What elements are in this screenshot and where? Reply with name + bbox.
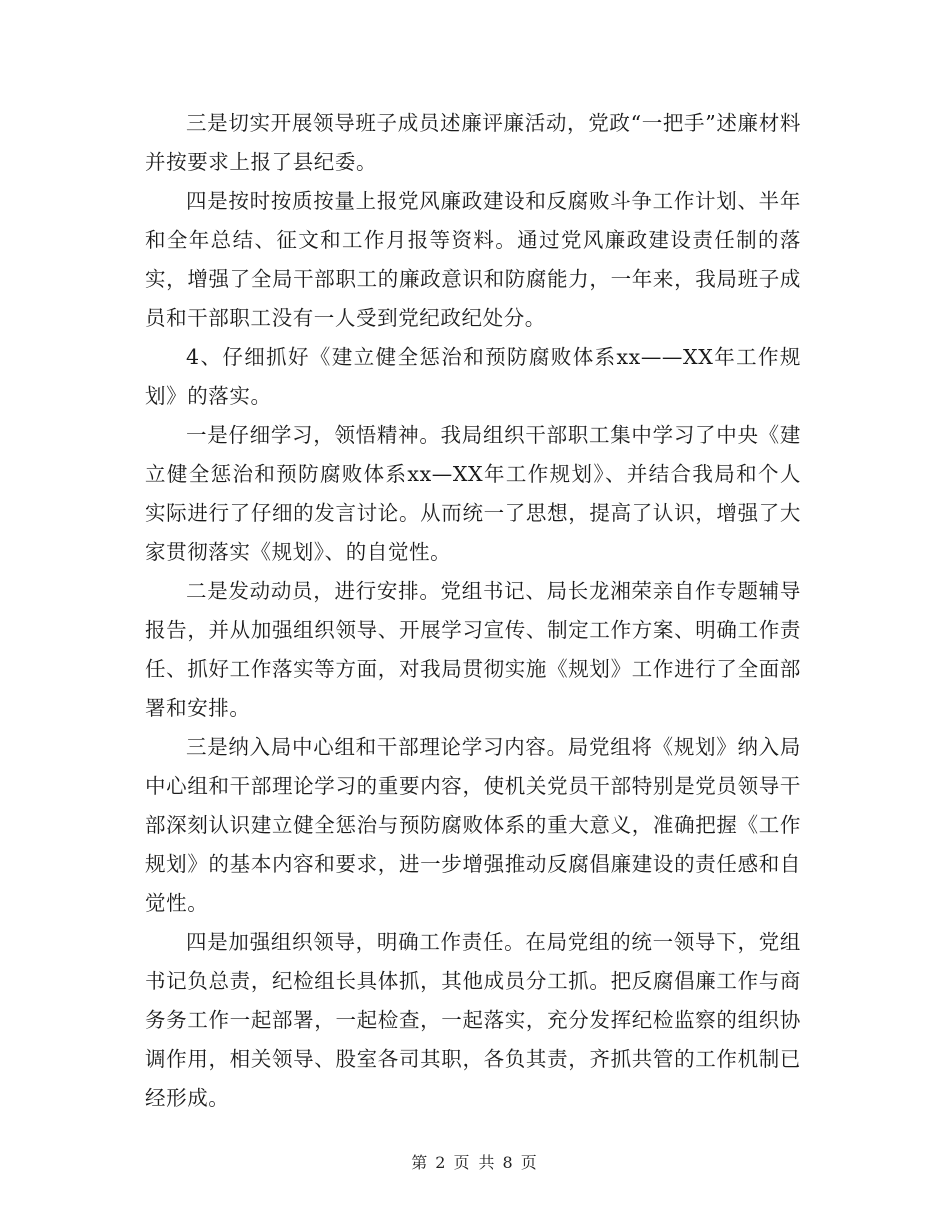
- footer-middle: 页 共: [453, 1153, 497, 1172]
- footer-suffix: 页: [520, 1153, 539, 1172]
- page-footer: [0, 1150, 950, 1173]
- paragraph-4: 一是仔细学习，领悟精神。我局组织干部职工集中学习了中央《建立健全惩治和预防腐败体系xx—XX年工作规划》、并结合我局和个人实际进行了仔细的发言讨论。从而统一了思想，提高了认识，增强了大家贯彻落实《规划》、的自觉性。: [145, 423, 801, 564]
- footer-prefix: 第: [411, 1153, 430, 1172]
- paragraph-7: 四是加强组织领导，明确工作责任。在局党组的统一领导下，党组书记负总责，纪检组长具体抓，其他成员分工抓。把反腐倡廉工作与商务务工作一起部署，一起检查，一起落实，充分发挥纪检监察的组织协调作用，相关领导、股室各司其职，各负其责，齐抓共管的工作机制已经形成。: [145, 930, 801, 1110]
- paragraph-2: 四是按时按质按量上报党风廉政建设和反腐败斗争工作计划、半年和全年总结、征文和工作月报等资料。通过党风廉政建设责任制的落实，增强了全局干部职工的廉政意识和防腐能力，一年来，我局班子成员和干部职工没有一人受到党纪政纪处分。: [145, 189, 801, 330]
- paragraph-5: 二是发动动员，进行安排。党组书记、局长龙湘荣亲自作专题辅导报告，并从加强组织领导、开展学习宣传、制定工作方案、明确工作责任、抓好工作落实等方面，对我局贯彻实施《规划》工作进行了全面部署和安排。: [145, 579, 801, 720]
- paragraph-3: 4、仔细抓好《建立健全惩治和预防腐败体系xx——XX年工作规划》的落实。: [145, 345, 801, 408]
- footer-current-page: 2: [435, 1153, 448, 1172]
- paragraph-6: 三是纳入局中心组和干部理论学习内容。局党组将《规划》纳入局中心组和干部理论学习的重要内容，使机关党员干部特别是党员领导干部深刻认识建立健全惩治与预防腐败体系的重大意义，准确把握《工作规划》的基本内容和要求，进一步增强推动反腐倡廉建设的责任感和自觉性。: [145, 735, 801, 915]
- document-body: [145, 104, 801, 1118]
- paragraph-1: 三是切实开展领导班子成员述廉评廉活动，党政“一把手”述廉材料并按要求上报了县纪委。: [145, 111, 801, 174]
- footer-total-pages: 8: [502, 1153, 515, 1172]
